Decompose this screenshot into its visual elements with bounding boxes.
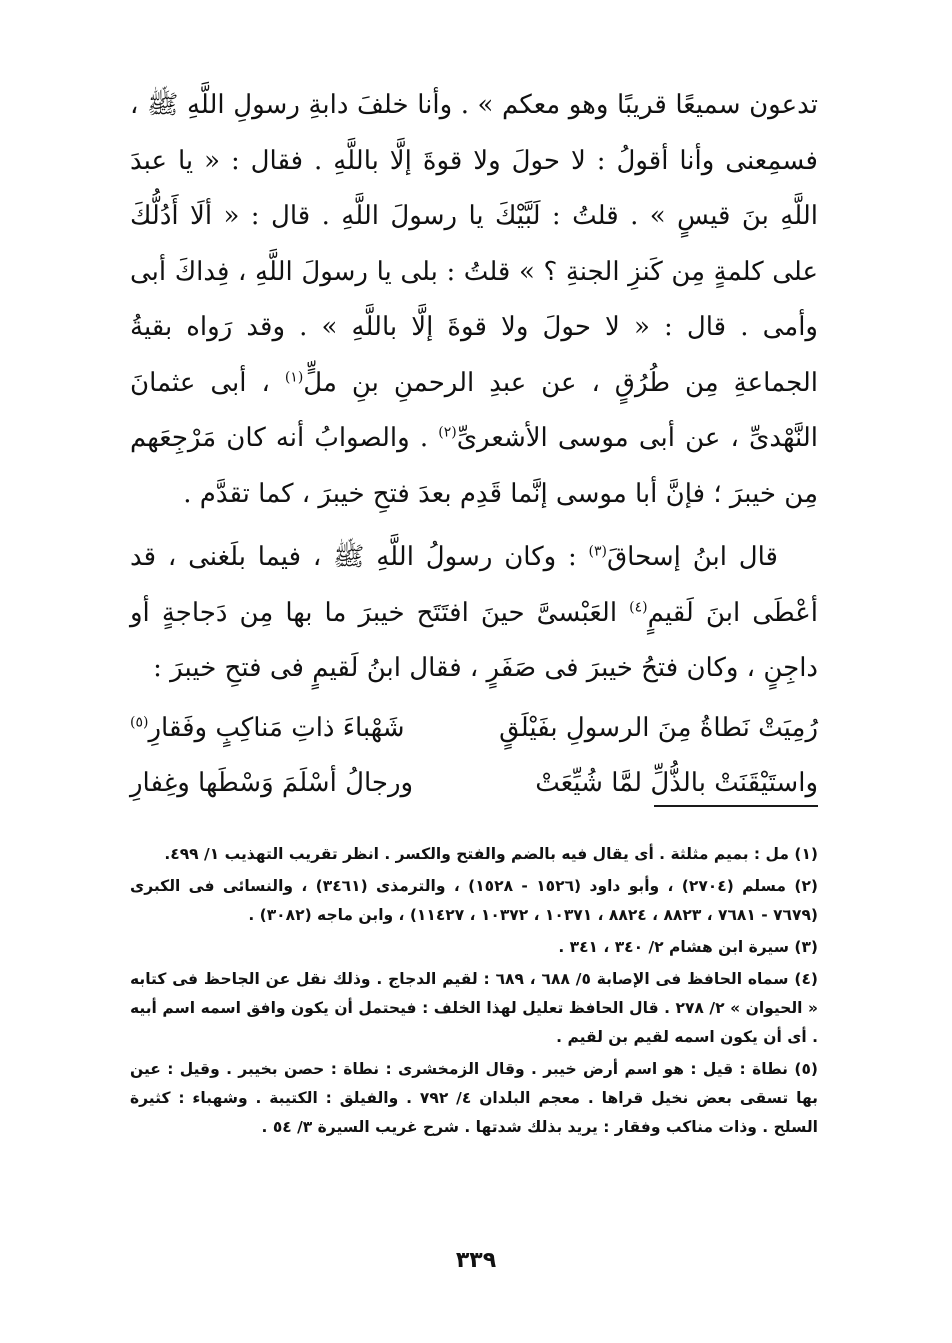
footnote-separator	[654, 805, 818, 807]
footnote-2: (٢) مسلم (٢٧٠٤) ، وأبو داود (١٥٢٦ - ١٥٢٨) ، والترمذى (٣٤٦١) ، والنسائى فى الكبرى (٧٦٧٩ - ٧٦٨١ ، ٨٨٢٣ ، ٨٨٢٤ ، ١٠٣٧١ ، ١٠٣٧٢ ، ١١٤٢٧) ، وابن ماجه (٣٠٨٢) .	[130, 877, 819, 924]
footnote-4: (٤) سماه الحافظ فى الإصابة ٥/ ٦٨٨ ، ٦٨٩ : لقيم الدجاج . وذلك نقل عن الجاحظ فى كتابه « الحيوان » ٢/ ٢٧٨ . قال الحافظ تعليل لهذا الخلف : فيحتمل أن يكون وافق اسمه اسم أبيه . أى أن يكون اسمه لقيم بن لقيم .	[130, 970, 819, 1046]
paragraph-1	[130, 78, 818, 522]
footnote-3: (٣) سيرة ابن هشام ٢/ ٣٤٠ ، ٣٤١ .	[558, 938, 818, 956]
main-text	[130, 78, 818, 811]
footnote-ref-2: (٢)	[438, 424, 457, 441]
footnote-1: (١) مل : بميم مثلثة . أى يقال فيه بالضم والفتح والكسر . انظر تقريب التهذيب ١/ ٤٩٩.	[164, 845, 818, 863]
footnote-ref-4: (٤)	[629, 598, 648, 615]
verse-1-second-hemistich	[130, 701, 405, 756]
verse-2-first-hemistich: واستَيْقَنَتْ بالذُّلِّ لمَّا شُيِّعَتْ	[535, 767, 818, 798]
page-number: ٣٣٩	[455, 1248, 497, 1273]
paragraph-2-start: قال ابنُ إسحاقَ	[607, 542, 778, 572]
paragraph-2-end: العَبْسىَّ حينَ افتَتَح خيبرَ ما بها مِن دَجاجةٍ أو داجِنٍ ، وكان فتحُ خيبرَ فى صَفَرٍ ، فقال ابنُ لَقيمٍ فى فتحِ خيبرَ :	[130, 597, 818, 683]
paragraph-1-text: تدعون سميعًا قريبًا وهو معكم » . وأنا خلفَ دابةِ رسولِ اللَّهِ ﷺ ، فسمِعنى وأنا أقولُ : لا حولَ ولا قوةَ إلَّا باللَّهِ . فقال : « يا عبدَ اللَّهِ بنَ قيسٍ » . قلتُ : لَبَّيْكَ يا رسولَ اللَّهِ . قال : « ألَا أَدُلُّكَ على كلمةٍ مِن كَنزِ الجنةِ ؟ » قلتُ : بلى يا رسولَ اللَّهِ ، فِداكَ أبى وأمى . قال : « لا حولَ ولا قوةَ إلَّا باللَّهِ » . وقد رَواه بقيةُ الجماعةِ مِن طُرُقٍ ، عن عبدِ الرحمنِ بنِ ملٍّ	[130, 90, 818, 398]
verse-line-1	[130, 701, 818, 756]
paragraph-2-mid: : وكان رسولُ اللَّهِ ﷺ ، فيما بلَغنى ، قد أعْطَى ابنَ لَقيمٍ	[130, 542, 818, 628]
paragraph-2	[130, 530, 818, 697]
footnote-ref-1: (١)	[284, 368, 304, 385]
footnote-ref-5: (٥)	[130, 713, 149, 730]
verse-line-2	[130, 756, 818, 811]
verse-2-second-hemistich: ورجالُ أسْلَمَ وَسْطَها وغِفارِ	[130, 767, 414, 798]
footnote-5: (٥) نطاة : قيل : هو اسم أرض خيبر . وقال الزمخشرى : نطاة : حصن بخيبر . وقيل : عين بها تسقى بعض نخيل قراها . معجم البلدان ٤/ ٧٩٢ . والفيلق : الكتيبة . وشهباء : كثيرة السلح . وذات مناكب وفقار : يريد بذلك شدتها . شرح غريب السيرة ٣/ ٥٤ .	[130, 1060, 819, 1136]
verse-1-second-text: شَهْباءَ ذاتِ مَناكِبٍ وفَقارِ	[148, 712, 405, 743]
footnotes	[130, 840, 818, 1145]
verse-1-first-hemistich: رُمِيَتْ نَطاةُ مِنَ الرسولِ بفَيْلَقٍ	[499, 712, 818, 743]
paragraph-1-mid: ، أبى عثمانَ النَّهْدىِّ ، عن أبى موسى الأشعرىِّ	[130, 367, 819, 453]
paragraph-1-end: . والصوابُ أنه كان مَرْجِعَهم مِن خيبرَ ؛ فإنَّ أبا موسى إنَّما قَدِم بعدَ فتحِ خيبرَ ، كما تقدَّم .	[130, 423, 818, 509]
footnote-ref-3: (٣)	[588, 543, 607, 560]
poem	[130, 701, 818, 811]
